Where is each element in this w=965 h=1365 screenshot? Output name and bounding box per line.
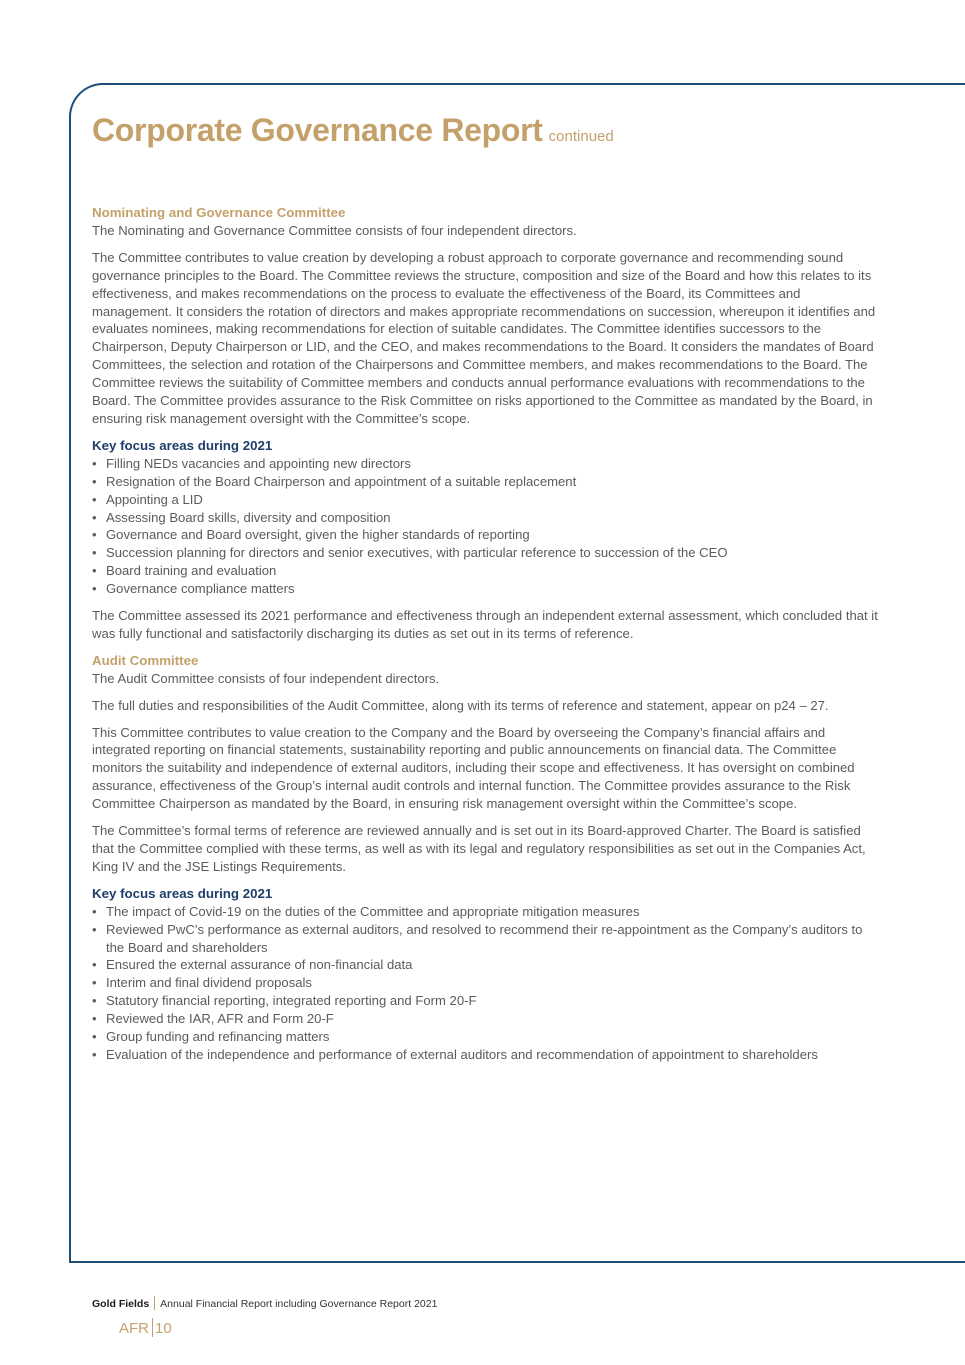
- audit-heading: Audit Committee: [92, 652, 199, 668]
- nominating-focus-list: [92, 455, 878, 598]
- list-item: • Group funding and refinancing matters: [92, 1028, 878, 1046]
- audit-body: This Committee contributes to value creation to the Company and the Board by overseeing the Company’s financial affairs and integrated reporting on financial statements, sustainability reporting and public announcements on financial data. The Committee monitors the suitability and independence of external auditors, including their scope and effectiveness. It has oversight on combined assurance, effectiveness of the Group’s internal audit controls and internal function. The Committee provides assurance to the Risk Committee Chairperson as mandated by the Board, in ensuring risk management oversight within the Committee’s scope.: [92, 724, 855, 812]
- list-item: • Reviewed the IAR, AFR and Form 20-F: [92, 1010, 878, 1028]
- footer-page: 10: [155, 1320, 172, 1337]
- page-title: [92, 112, 614, 149]
- list-item: • Statutory financial reporting, integrated reporting and Form 20-F: [92, 992, 878, 1010]
- main-content: [92, 204, 878, 1073]
- list-item: • Evaluation of the independence and performance of external auditors and recommendation of appointment to shareholders: [92, 1046, 878, 1064]
- footer-company: Gold Fields: [92, 1298, 150, 1310]
- list-item: • Governance compliance matters: [92, 580, 878, 598]
- list-item: • The impact of Covid-19 on the duties of the Committee and appropriate mitigation measures: [92, 903, 878, 921]
- nominating-assessment: The Committee assessed its 2021 performance and effectiveness through an independent external assessment, which concluded that it was fully functional and satisfactorily discharging its duties as set out in its terms of reference.: [92, 608, 878, 641]
- footer-divider: [154, 1296, 155, 1310]
- nominating-body: The Committee contributes to value creation by developing a robust approach to corporate governance and recommending sound governance principles to the Board. The Committee reviews the structure, composition and size of the Board and how this relates to its effectiveness, and makes recommendations on the process to evaluate the effectiveness of the Board, its Committees and management. It considers the rotation of directors and makes appropriate recommendations on succession, whereupon it identifies and evaluates nominees, making recommendations for election of suitable candidates. The Committee identifies successors to the Chairperson, Deputy Chairperson or LID, and the CEO, and makes recommendations to the Board. It considers the mandates of Board Committees, the selection and rotation of the Chairpersons and Committee members, and makes recommendations to the Board. The Committee reviews the suitability of Committee members and conducts annual performance evaluations with recommendations to the Board. The Committee provides assurance to the Risk Committee on risks apportioned to the Committee as mandated by the Board, in ensuring risk management oversight with the Committee’s scope.: [92, 249, 876, 426]
- nominating-intro: The Nominating and Governance Committee consists of four independent directors.: [92, 222, 577, 238]
- footer-page-divider: [152, 1318, 153, 1337]
- footer-section: AFR: [119, 1320, 149, 1337]
- title-text: Corporate Governance Report: [92, 112, 543, 148]
- list-item: • Assessing Board skills, diversity and composition: [92, 509, 878, 527]
- list-item: • Governance and Board oversight, given the higher standards of reporting: [92, 526, 878, 544]
- audit-focus-list: [92, 903, 878, 1064]
- list-item: • Board training and evaluation: [92, 562, 878, 580]
- list-item: • Succession planning for directors and senior executives, with particular reference to succession of the CEO: [92, 544, 878, 562]
- title-continued: continued: [548, 128, 614, 145]
- list-item: • Ensured the external assurance of non-financial data: [92, 956, 878, 974]
- audit-duties: The full duties and responsibilities of the Audit Committee, along with its terms of reference and statement, appear on p24 – 27.: [92, 697, 829, 713]
- list-item: • Filling NEDs vacancies and appointing new directors: [92, 455, 878, 473]
- nominating-focus-heading: Key focus areas during 2021: [92, 437, 273, 453]
- nominating-heading: Nominating and Governance Committee: [92, 205, 346, 220]
- audit-terms: The Committee’s formal terms of reference are reviewed annually and is set out in its Board-approved Charter. The Board is satisfied that the Committee complied with these terms, as well as with its legal and regulatory responsibilities as set out in the Companies Act, King IV and the JSE Listings Requirements.: [92, 823, 866, 874]
- footer-page-number: [119, 1318, 172, 1337]
- audit-focus-heading: Key focus areas during 2021: [92, 885, 273, 901]
- list-item: • Interim and final dividend proposals: [92, 974, 878, 992]
- list-item: • Resignation of the Board Chairperson and appointment of a suitable replacement: [92, 473, 878, 491]
- footer-brand: [92, 1296, 437, 1310]
- list-item: • Reviewed PwC’s performance as external auditors, and resolved to recommend their re-appointment as the Company’s auditors to the Board and shareholders: [92, 921, 878, 957]
- audit-intro: The Audit Committee consists of four independent directors.: [92, 670, 440, 686]
- footer-report-title: Annual Financial Report including Governance Report 2021: [160, 1298, 438, 1310]
- list-item: • Appointing a LID: [92, 491, 878, 509]
